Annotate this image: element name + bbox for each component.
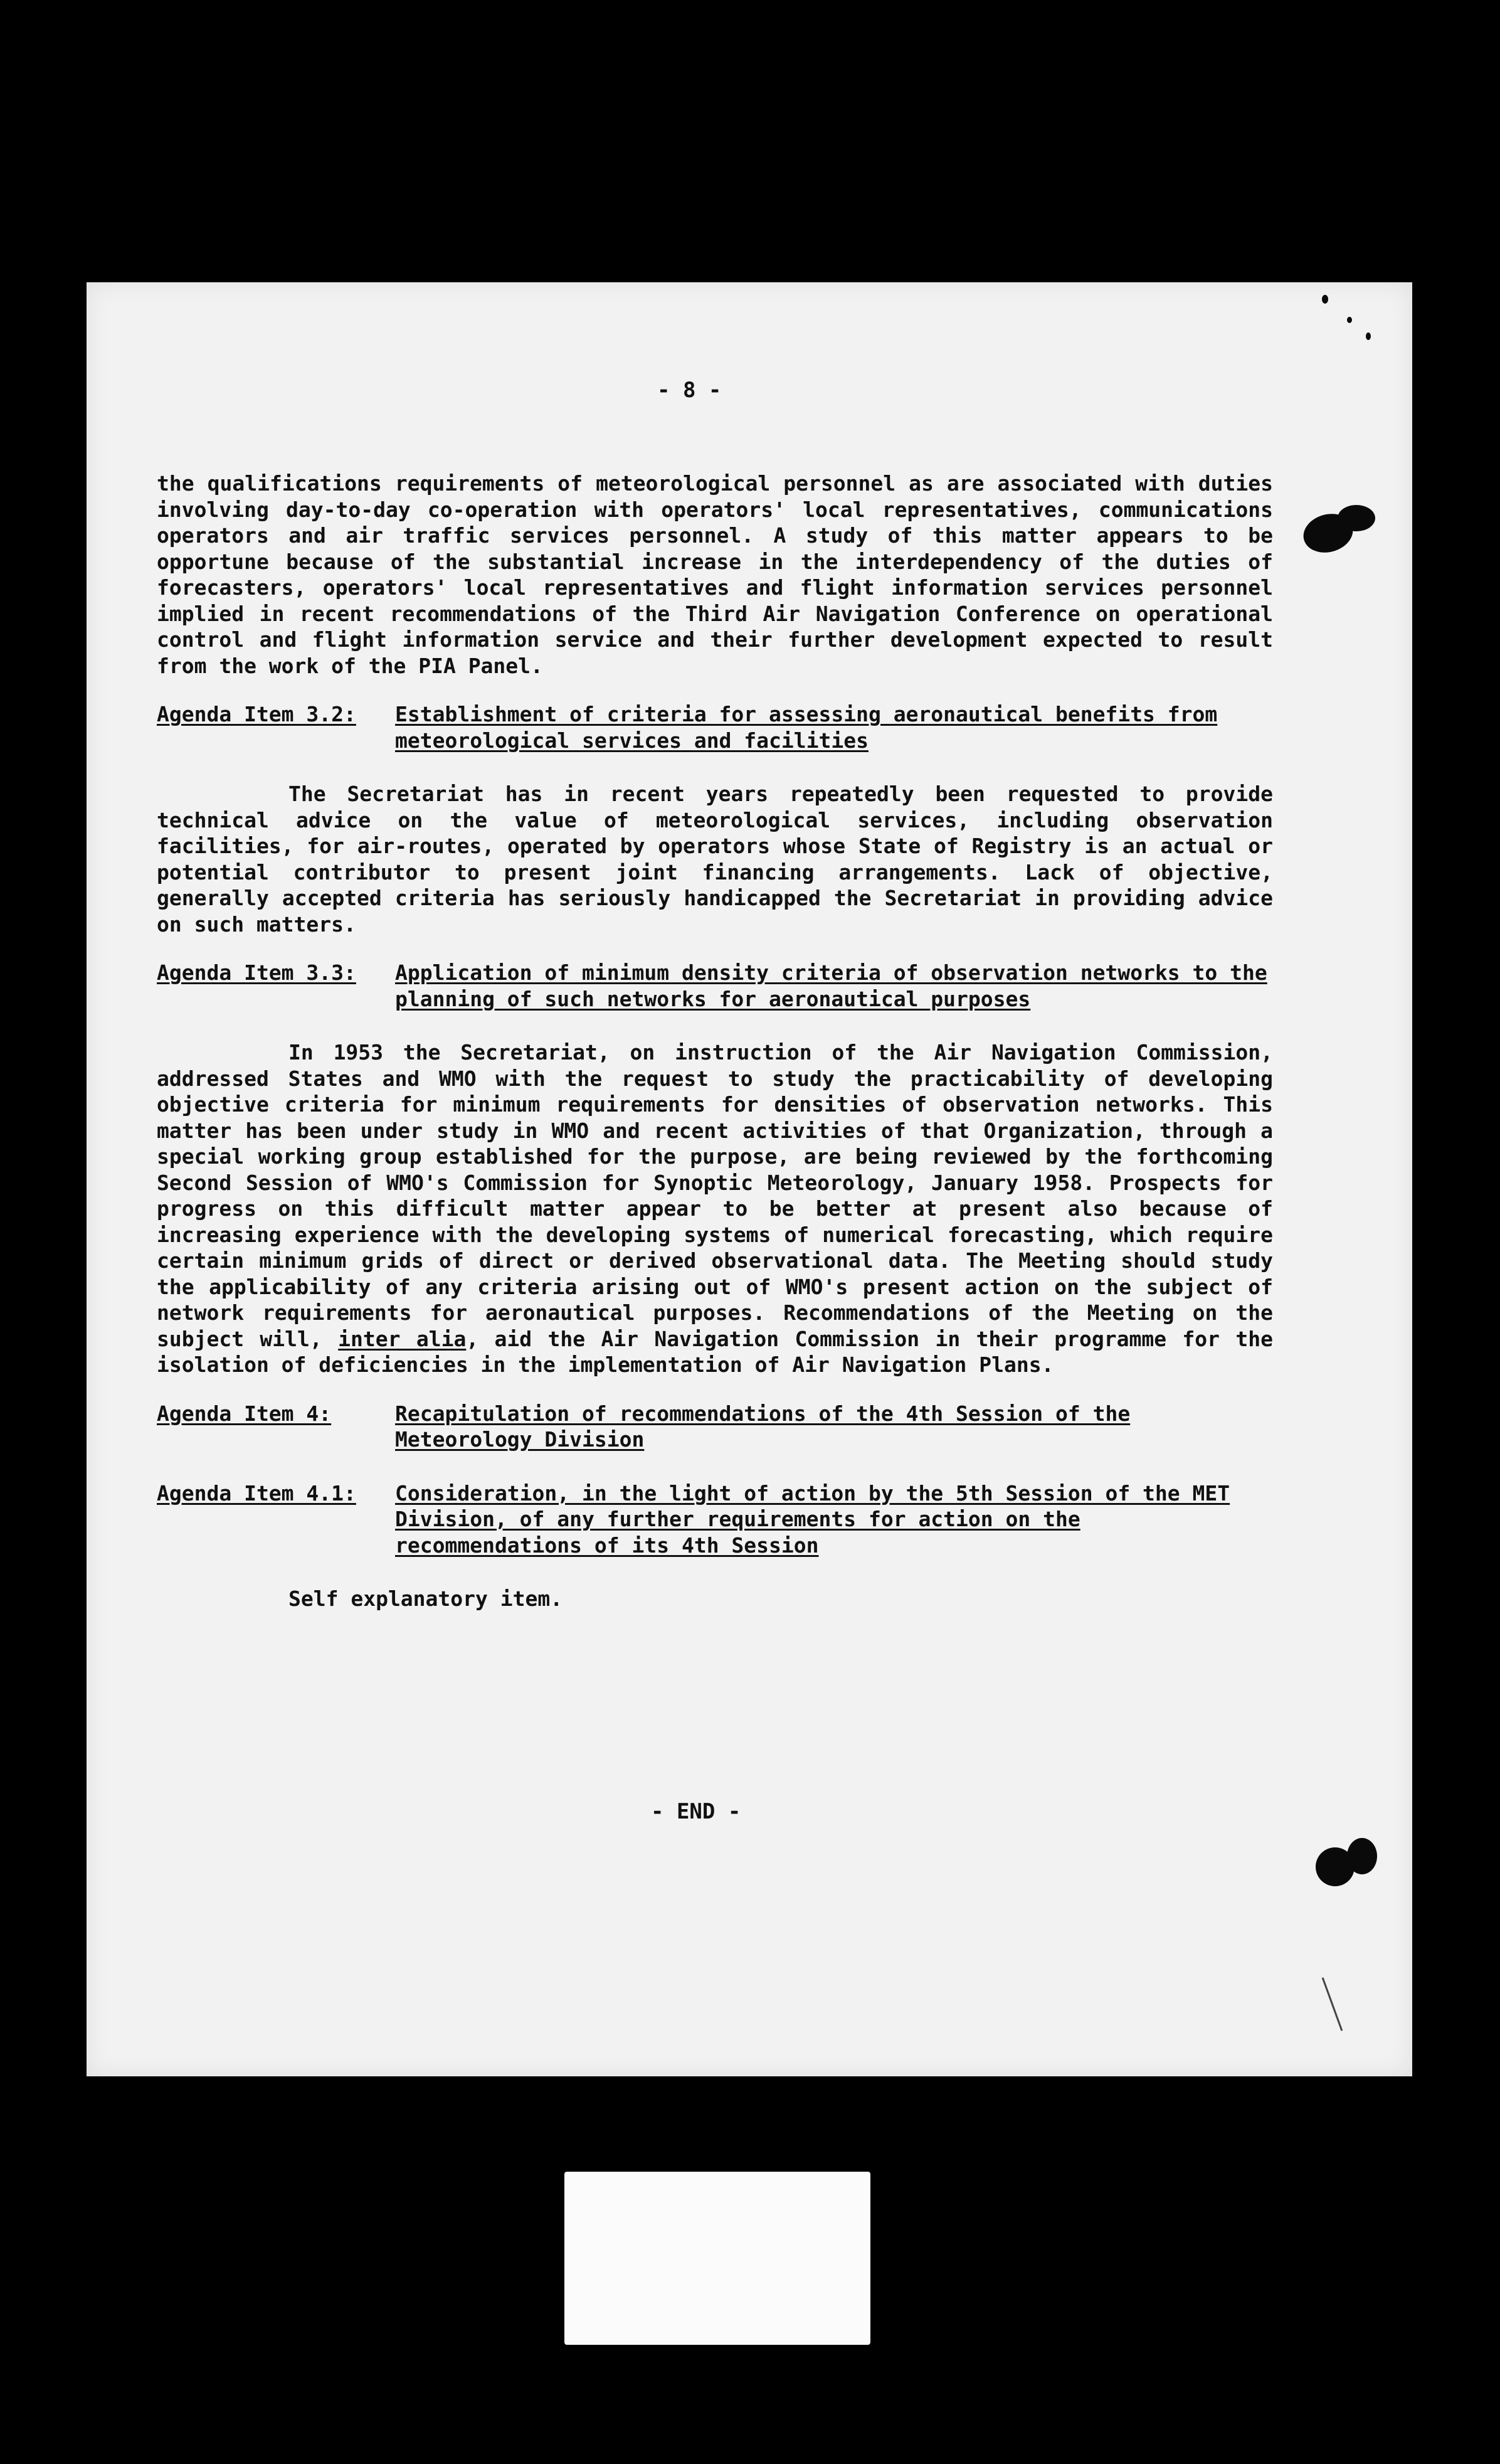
agenda-item-3-2-heading <box>157 701 1273 753</box>
ink-blot <box>1322 295 1328 304</box>
ink-blot <box>1366 332 1371 340</box>
agenda-item-3-2-body: The Secretariat has in recent years repeatedly been requested to provide technical advice on the value of meteorological services, including observation facilities, for air-routes, operated by operators whose State of Registry is an actual or potential contributor to present joint financing arrangements. Lack of objective, generally accepted criteria has seriously handicapped the Secretariat in providing advice on such matters. <box>157 782 1273 937</box>
agenda-label: Agenda Item 3.3: <box>157 960 356 985</box>
agenda-item-3-3-heading <box>157 960 1273 1012</box>
agenda-item-4-1-heading <box>157 1480 1273 1559</box>
agenda-item-4-heading <box>157 1401 1273 1453</box>
ink-blot <box>1347 1838 1377 1874</box>
document-body <box>157 470 1273 1612</box>
scratch-mark <box>1322 1977 1343 2031</box>
end-mark: - END - <box>651 1799 741 1824</box>
body-text: , aid the Air Navigation Commission in their programme for the isolation of deficiencies in the implementation of Air Navigation Plans. <box>157 1326 1274 1377</box>
page-number: - 8 - <box>657 378 722 403</box>
agenda-title: Application of minimum density criteria of observation networks to the planning of such networks for aeronautical purposes <box>395 960 1267 1011</box>
agenda-item-4-1-body: Self explanatory item. <box>288 1586 563 1611</box>
intro-paragraph: the qualifications requirements of meteorological personnel as are associated with duties involving day-to-day co-operation with operators' local representatives, communications operators and air traffic services personnel. A study of this matter appears to be opportune because of the substantial increase in the interdependency of the duties of forecasters, operators' local representatives and flight information services personnel implied in recent recommendations of the Third Air Navigation Conference on operational control and flight information service and their further development expected to result from the work of the PIA Panel. <box>157 471 1273 678</box>
ink-blot <box>1338 505 1375 531</box>
agenda-title: Recapitulation of recommendations of the 4th Session of the Meteorology Division <box>395 1401 1131 1452</box>
agenda-title: Consideration, in the light of action by the 5th Session of the MET Division, of any further requirements for action on the recommendations of its 4th Session <box>395 1480 1230 1558</box>
emphasis-text: inter alia <box>338 1326 467 1351</box>
ink-blot <box>1347 317 1352 323</box>
document-page <box>87 282 1412 2076</box>
white-card <box>564 2172 870 2345</box>
agenda-title: Establishment of criteria for assessing aeronautical benefits from meteorological services and facilities <box>395 702 1218 753</box>
agenda-item-3-3-body <box>157 1039 1273 1378</box>
agenda-label: Agenda Item 4: <box>157 1401 332 1426</box>
agenda-label: Agenda Item 4.1: <box>157 1480 356 1505</box>
body-text: In 1953 the Secretariat, on instruction of the Air Navigation Commission, addressed States and WMO with the request to study the practicability of developing objective criteria for minimum requirements for densities of observation networks. This matter has been under study in WMO and recent activities of that Organization, through a special working group established for the purpose, are being reviewed by the forthcoming Second Session of WMO's Commission for Synoptic Meteorology, January 1958. Prospects for progress on this difficult matter appear to be better at present also because of increasing experience with the developing systems of numerical forecasting, which require certain minimum grids of direct or derived observational data. The Meeting should study the applicability of any criteria arising out of WMO's present action on the subject of network requirements for aeronautical purposes. Recommendations of the Meeting on the subject will, <box>157 1040 1273 1351</box>
agenda-label: Agenda Item 3.2: <box>157 702 356 726</box>
